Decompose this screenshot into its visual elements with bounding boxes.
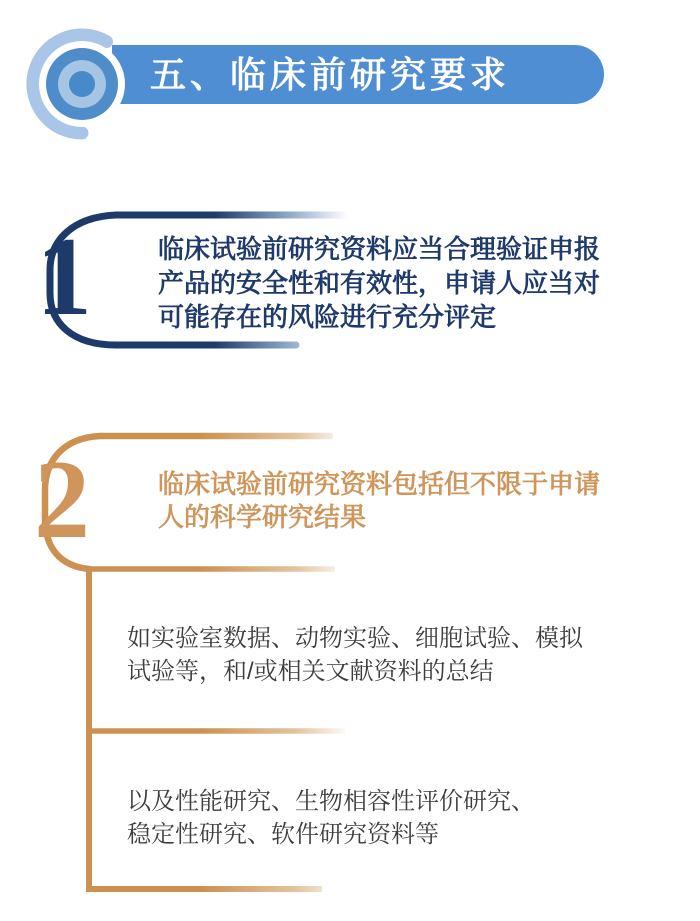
section1-number: 1 xyxy=(36,215,92,339)
section3-text: 如实验室数据、动物实验、细胞试验、模拟试验等，和/或相关文献资料的总结 xyxy=(127,625,583,685)
section2-number: 2 xyxy=(34,438,90,562)
section4-text: 以及性能研究、生物相容性评价研究、稳定性研究、软件研究资料等 xyxy=(127,788,535,848)
section2-text: 临床试验前研究资料包括但不限于申请人的科学研究结果 xyxy=(158,469,601,532)
concentric-circles-logo-icon xyxy=(22,18,142,150)
section1-text: 临床试验前研究资料应当合理验证申报产品的安全性和有效性，申请人应当对可能存在的风险进行充分评定 xyxy=(158,234,601,332)
logo-center-dot xyxy=(69,71,95,97)
page-title: 五、临床前研究要求 xyxy=(150,54,511,95)
